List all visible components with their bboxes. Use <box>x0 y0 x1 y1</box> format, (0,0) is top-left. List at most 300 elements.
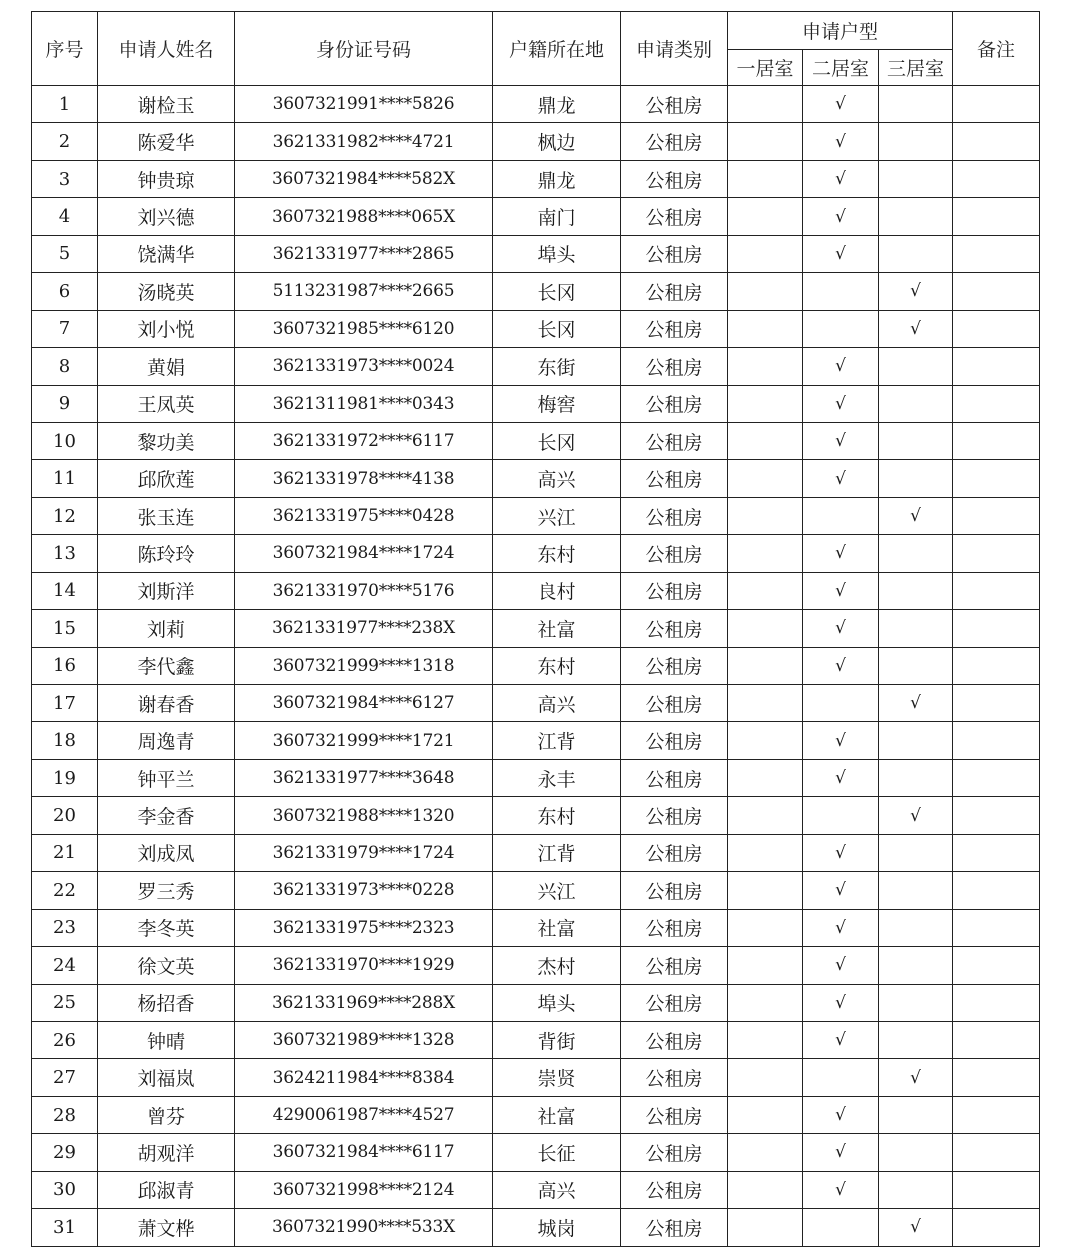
cell-name: 钟贵琼 <box>98 160 235 197</box>
cell-one-bed <box>728 1021 803 1058</box>
cell-seq: 17 <box>32 685 98 722</box>
cell-one-bed <box>728 535 803 572</box>
cell-three-bed <box>879 1209 953 1246</box>
cell-two-bed <box>803 1171 879 1208</box>
check-mark-icon: √ <box>835 393 846 414</box>
check-mark-icon: √ <box>835 1142 846 1163</box>
cell-location: 永丰 <box>493 759 621 796</box>
check-mark-icon: √ <box>835 543 846 564</box>
cell-remarks <box>953 235 1040 272</box>
cell-remarks <box>953 422 1040 459</box>
cell-name: 钟平兰 <box>98 759 235 796</box>
cell-category: 公租房 <box>621 872 728 909</box>
table-row <box>32 1021 1040 1058</box>
cell-seq: 2 <box>32 123 98 160</box>
cell-seq: 14 <box>32 572 98 609</box>
cell-three-bed <box>879 348 953 385</box>
cell-seq: 9 <box>32 385 98 422</box>
cell-remarks <box>953 722 1040 759</box>
cell-two-bed <box>803 160 879 197</box>
check-mark-icon: √ <box>835 842 846 863</box>
header-location: 户籍所在地 <box>493 12 621 86</box>
cell-two-bed <box>803 310 879 347</box>
cell-one-bed <box>728 198 803 235</box>
cell-name: 曾芬 <box>98 1096 235 1133</box>
cell-one-bed <box>728 160 803 197</box>
table-row <box>32 984 1040 1021</box>
cell-one-bed <box>728 909 803 946</box>
cell-remarks <box>953 198 1040 235</box>
cell-three-bed <box>879 198 953 235</box>
cell-id-number: 3607321998****2124 <box>235 1171 493 1208</box>
cell-location: 鼎龙 <box>493 86 621 123</box>
cell-id-number: 3621331982****4721 <box>235 123 493 160</box>
check-mark-icon: √ <box>835 94 846 115</box>
cell-location: 江背 <box>493 834 621 871</box>
cell-two-bed <box>803 984 879 1021</box>
header-remarks: 备注 <box>953 12 1040 86</box>
check-mark-icon: √ <box>835 955 846 976</box>
header-unit-type: 申请户型 <box>728 12 953 50</box>
cell-name: 李金香 <box>98 797 235 834</box>
table-row <box>32 797 1040 834</box>
check-mark-icon: √ <box>835 880 846 901</box>
cell-three-bed <box>879 610 953 647</box>
cell-category: 公租房 <box>621 198 728 235</box>
cell-id-number: 3621331973****0228 <box>235 872 493 909</box>
cell-three-bed <box>879 834 953 871</box>
header-name: 申请人姓名 <box>98 12 235 86</box>
check-mark-icon: √ <box>835 917 846 938</box>
cell-seq: 19 <box>32 759 98 796</box>
cell-two-bed <box>803 535 879 572</box>
cell-seq: 30 <box>32 1171 98 1208</box>
cell-two-bed <box>803 198 879 235</box>
table-row <box>32 685 1040 722</box>
cell-seq: 20 <box>32 797 98 834</box>
cell-location: 东村 <box>493 797 621 834</box>
cell-three-bed <box>879 984 953 1021</box>
cell-one-bed <box>728 273 803 310</box>
check-mark-icon: √ <box>835 992 846 1013</box>
header-category: 申请类别 <box>621 12 728 86</box>
cell-name: 李冬英 <box>98 909 235 946</box>
cell-name: 刘成凤 <box>98 834 235 871</box>
table-row <box>32 947 1040 984</box>
cell-remarks <box>953 984 1040 1021</box>
cell-location: 鼎龙 <box>493 160 621 197</box>
cell-id-number: 3607321999****1721 <box>235 722 493 759</box>
check-mark-icon: √ <box>910 693 921 714</box>
cell-seq: 6 <box>32 273 98 310</box>
cell-one-bed <box>728 610 803 647</box>
cell-one-bed <box>728 872 803 909</box>
cell-location: 杰村 <box>493 947 621 984</box>
cell-location: 良村 <box>493 572 621 609</box>
cell-name: 周逸青 <box>98 722 235 759</box>
table-header <box>32 12 1040 86</box>
cell-id-number: 3621331975****2323 <box>235 909 493 946</box>
header-two-bed: 二居室 <box>803 50 879 86</box>
cell-id-number: 3607321985****6120 <box>235 310 493 347</box>
cell-id-number: 4290061987****4527 <box>235 1096 493 1133</box>
cell-category: 公租房 <box>621 834 728 871</box>
cell-three-bed <box>879 647 953 684</box>
cell-category: 公租房 <box>621 535 728 572</box>
cell-two-bed <box>803 572 879 609</box>
cell-one-bed <box>728 348 803 385</box>
cell-two-bed <box>803 1021 879 1058</box>
cell-id-number: 3621331975****0428 <box>235 497 493 534</box>
table-row <box>32 535 1040 572</box>
check-mark-icon: √ <box>835 206 846 227</box>
cell-two-bed <box>803 1209 879 1246</box>
cell-name: 陈玲玲 <box>98 535 235 572</box>
cell-category: 公租房 <box>621 759 728 796</box>
cell-seq: 21 <box>32 834 98 871</box>
cell-remarks <box>953 310 1040 347</box>
cell-one-bed <box>728 759 803 796</box>
cell-two-bed <box>803 722 879 759</box>
check-mark-icon: √ <box>835 730 846 751</box>
cell-one-bed <box>728 1209 803 1246</box>
cell-location: 长冈 <box>493 273 621 310</box>
cell-remarks <box>953 647 1040 684</box>
check-mark-icon: √ <box>835 243 846 264</box>
cell-category: 公租房 <box>621 984 728 1021</box>
cell-three-bed <box>879 1171 953 1208</box>
check-mark-icon: √ <box>835 169 846 190</box>
cell-seq: 15 <box>32 610 98 647</box>
cell-remarks <box>953 909 1040 946</box>
cell-id-number: 3607321991****5826 <box>235 86 493 123</box>
cell-name: 谢春香 <box>98 685 235 722</box>
cell-one-bed <box>728 497 803 534</box>
table-row <box>32 759 1040 796</box>
cell-two-bed <box>803 385 879 422</box>
cell-location: 社富 <box>493 909 621 946</box>
cell-id-number: 3621331972****6117 <box>235 422 493 459</box>
cell-category: 公租房 <box>621 947 728 984</box>
cell-three-bed <box>879 497 953 534</box>
cell-one-bed <box>728 722 803 759</box>
cell-two-bed <box>803 872 879 909</box>
cell-name: 李代鑫 <box>98 647 235 684</box>
check-mark-icon: √ <box>910 506 921 527</box>
cell-three-bed <box>879 86 953 123</box>
cell-category: 公租房 <box>621 1171 728 1208</box>
cell-seq: 12 <box>32 497 98 534</box>
cell-three-bed <box>879 273 953 310</box>
cell-remarks <box>953 1171 1040 1208</box>
cell-name: 刘兴德 <box>98 198 235 235</box>
check-mark-icon: √ <box>910 1067 921 1088</box>
cell-two-bed <box>803 909 879 946</box>
cell-name: 杨招香 <box>98 984 235 1021</box>
cell-location: 东村 <box>493 647 621 684</box>
check-mark-icon: √ <box>835 1179 846 1200</box>
cell-name: 邱淑青 <box>98 1171 235 1208</box>
cell-category: 公租房 <box>621 722 728 759</box>
cell-seq: 24 <box>32 947 98 984</box>
cell-one-bed <box>728 385 803 422</box>
cell-location: 长征 <box>493 1134 621 1171</box>
cell-name: 陈爱华 <box>98 123 235 160</box>
cell-seq: 10 <box>32 422 98 459</box>
cell-name: 张玉连 <box>98 497 235 534</box>
cell-location: 东村 <box>493 535 621 572</box>
cell-location: 枫边 <box>493 123 621 160</box>
cell-three-bed <box>879 1059 953 1096</box>
cell-two-bed <box>803 497 879 534</box>
cell-category: 公租房 <box>621 1096 728 1133</box>
check-mark-icon: √ <box>910 281 921 302</box>
cell-seq: 13 <box>32 535 98 572</box>
check-mark-icon: √ <box>835 1030 846 1051</box>
table-row <box>32 86 1040 123</box>
cell-three-bed <box>879 310 953 347</box>
cell-category: 公租房 <box>621 160 728 197</box>
header-one-bed: 一居室 <box>728 50 803 86</box>
cell-id-number: 3621331977****238X <box>235 610 493 647</box>
cell-three-bed <box>879 385 953 422</box>
cell-category: 公租房 <box>621 235 728 272</box>
cell-remarks <box>953 123 1040 160</box>
cell-two-bed <box>803 348 879 385</box>
cell-category: 公租房 <box>621 1134 728 1171</box>
cell-seq: 26 <box>32 1021 98 1058</box>
cell-three-bed <box>879 685 953 722</box>
cell-id-number: 3621331979****1724 <box>235 834 493 871</box>
cell-seq: 7 <box>32 310 98 347</box>
cell-one-bed <box>728 1134 803 1171</box>
cell-two-bed <box>803 1134 879 1171</box>
cell-remarks <box>953 497 1040 534</box>
cell-id-number: 3621331977****3648 <box>235 759 493 796</box>
cell-seq: 31 <box>32 1209 98 1246</box>
cell-one-bed <box>728 123 803 160</box>
cell-two-bed <box>803 947 879 984</box>
header-three-bed: 三居室 <box>879 50 953 86</box>
check-mark-icon: √ <box>835 468 846 489</box>
cell-remarks <box>953 1021 1040 1058</box>
cell-three-bed <box>879 1021 953 1058</box>
table-row <box>32 872 1040 909</box>
cell-remarks <box>953 160 1040 197</box>
cell-location: 崇贤 <box>493 1059 621 1096</box>
cell-location: 兴江 <box>493 497 621 534</box>
cell-id-number: 3624211984****8384 <box>235 1059 493 1096</box>
table-row <box>32 310 1040 347</box>
cell-id-number: 3607321999****1318 <box>235 647 493 684</box>
cell-remarks <box>953 348 1040 385</box>
cell-remarks <box>953 86 1040 123</box>
table-row <box>32 460 1040 497</box>
cell-category: 公租房 <box>621 123 728 160</box>
check-mark-icon: √ <box>835 356 846 377</box>
cell-category: 公租房 <box>621 497 728 534</box>
cell-name: 胡观洋 <box>98 1134 235 1171</box>
cell-category: 公租房 <box>621 86 728 123</box>
cell-location: 高兴 <box>493 685 621 722</box>
cell-three-bed <box>879 909 953 946</box>
table-row <box>32 348 1040 385</box>
cell-category: 公租房 <box>621 460 728 497</box>
table-row <box>32 610 1040 647</box>
cell-name: 罗三秀 <box>98 872 235 909</box>
cell-one-bed <box>728 1096 803 1133</box>
cell-id-number: 3621331970****5176 <box>235 572 493 609</box>
cell-three-bed <box>879 235 953 272</box>
cell-one-bed <box>728 797 803 834</box>
cell-one-bed <box>728 572 803 609</box>
check-mark-icon: √ <box>835 768 846 789</box>
cell-remarks <box>953 610 1040 647</box>
table-row <box>32 1059 1040 1096</box>
cell-three-bed <box>879 1096 953 1133</box>
cell-category: 公租房 <box>621 422 728 459</box>
cell-location: 高兴 <box>493 1171 621 1208</box>
cell-two-bed <box>803 797 879 834</box>
table-row <box>32 1096 1040 1133</box>
cell-two-bed <box>803 685 879 722</box>
cell-remarks <box>953 685 1040 722</box>
table-row <box>32 1134 1040 1171</box>
cell-one-bed <box>728 86 803 123</box>
cell-location: 兴江 <box>493 872 621 909</box>
cell-two-bed <box>803 235 879 272</box>
cell-remarks <box>953 572 1040 609</box>
cell-category: 公租房 <box>621 610 728 647</box>
cell-location: 长冈 <box>493 310 621 347</box>
cell-remarks <box>953 460 1040 497</box>
cell-remarks <box>953 535 1040 572</box>
table-row <box>32 123 1040 160</box>
cell-two-bed <box>803 759 879 796</box>
cell-three-bed <box>879 759 953 796</box>
cell-location: 背街 <box>493 1021 621 1058</box>
cell-three-bed <box>879 160 953 197</box>
table-row <box>32 1209 1040 1246</box>
cell-seq: 23 <box>32 909 98 946</box>
cell-three-bed <box>879 872 953 909</box>
check-mark-icon: √ <box>910 318 921 339</box>
check-mark-icon: √ <box>835 655 846 676</box>
cell-three-bed <box>879 422 953 459</box>
cell-category: 公租房 <box>621 348 728 385</box>
cell-name: 黎功美 <box>98 422 235 459</box>
cell-one-bed <box>728 1171 803 1208</box>
applicant-table <box>31 11 1040 1247</box>
cell-two-bed <box>803 422 879 459</box>
check-mark-icon: √ <box>835 618 846 639</box>
cell-one-bed <box>728 310 803 347</box>
cell-one-bed <box>728 834 803 871</box>
cell-id-number: 3607321984****6117 <box>235 1134 493 1171</box>
cell-location: 长冈 <box>493 422 621 459</box>
cell-seq: 25 <box>32 984 98 1021</box>
cell-category: 公租房 <box>621 273 728 310</box>
cell-name: 萧文桦 <box>98 1209 235 1246</box>
cell-three-bed <box>879 460 953 497</box>
cell-id-number: 3621331970****1929 <box>235 947 493 984</box>
cell-two-bed <box>803 273 879 310</box>
cell-one-bed <box>728 1059 803 1096</box>
cell-location: 埠头 <box>493 235 621 272</box>
cell-name: 刘斯洋 <box>98 572 235 609</box>
cell-remarks <box>953 872 1040 909</box>
cell-three-bed <box>879 797 953 834</box>
cell-two-bed <box>803 1096 879 1133</box>
check-mark-icon: √ <box>835 431 846 452</box>
cell-three-bed <box>879 722 953 759</box>
cell-id-number: 3607321984****6127 <box>235 685 493 722</box>
cell-one-bed <box>728 685 803 722</box>
cell-category: 公租房 <box>621 647 728 684</box>
table-row <box>32 834 1040 871</box>
cell-seq: 3 <box>32 160 98 197</box>
cell-remarks <box>953 1209 1040 1246</box>
cell-seq: 22 <box>32 872 98 909</box>
cell-seq: 5 <box>32 235 98 272</box>
table-row <box>32 198 1040 235</box>
table-row <box>32 273 1040 310</box>
cell-seq: 18 <box>32 722 98 759</box>
cell-name: 刘小悦 <box>98 310 235 347</box>
cell-id-number: 3621331977****2865 <box>235 235 493 272</box>
cell-name: 谢检玉 <box>98 86 235 123</box>
cell-id-number: 3607321990****533X <box>235 1209 493 1246</box>
cell-one-bed <box>728 235 803 272</box>
cell-two-bed <box>803 123 879 160</box>
cell-remarks <box>953 759 1040 796</box>
cell-three-bed <box>879 572 953 609</box>
cell-id-number: 3607321988****1320 <box>235 797 493 834</box>
cell-id-number: 3621331969****288X <box>235 984 493 1021</box>
cell-name: 刘福岚 <box>98 1059 235 1096</box>
cell-id-number: 3607321984****1724 <box>235 535 493 572</box>
cell-category: 公租房 <box>621 909 728 946</box>
table-row <box>32 160 1040 197</box>
header-id-number: 身份证号码 <box>235 12 493 86</box>
cell-id-number: 3607321984****582X <box>235 160 493 197</box>
cell-three-bed <box>879 1134 953 1171</box>
cell-name: 徐文英 <box>98 947 235 984</box>
cell-category: 公租房 <box>621 572 728 609</box>
check-mark-icon: √ <box>835 131 846 152</box>
cell-seq: 29 <box>32 1134 98 1171</box>
table-row <box>32 422 1040 459</box>
table-row <box>32 385 1040 422</box>
cell-two-bed <box>803 1059 879 1096</box>
cell-remarks <box>953 273 1040 310</box>
table-row <box>32 647 1040 684</box>
cell-location: 东街 <box>493 348 621 385</box>
cell-location: 社富 <box>493 1096 621 1133</box>
cell-id-number: 3607321989****1328 <box>235 1021 493 1058</box>
cell-location: 南门 <box>493 198 621 235</box>
header-seq: 序号 <box>32 12 98 86</box>
cell-id-number: 3621311981****0343 <box>235 385 493 422</box>
check-mark-icon: √ <box>835 580 846 601</box>
cell-id-number: 3607321988****065X <box>235 198 493 235</box>
cell-one-bed <box>728 422 803 459</box>
cell-seq: 28 <box>32 1096 98 1133</box>
cell-remarks <box>953 1134 1040 1171</box>
cell-name: 钟晴 <box>98 1021 235 1058</box>
cell-seq: 8 <box>32 348 98 385</box>
cell-two-bed <box>803 834 879 871</box>
